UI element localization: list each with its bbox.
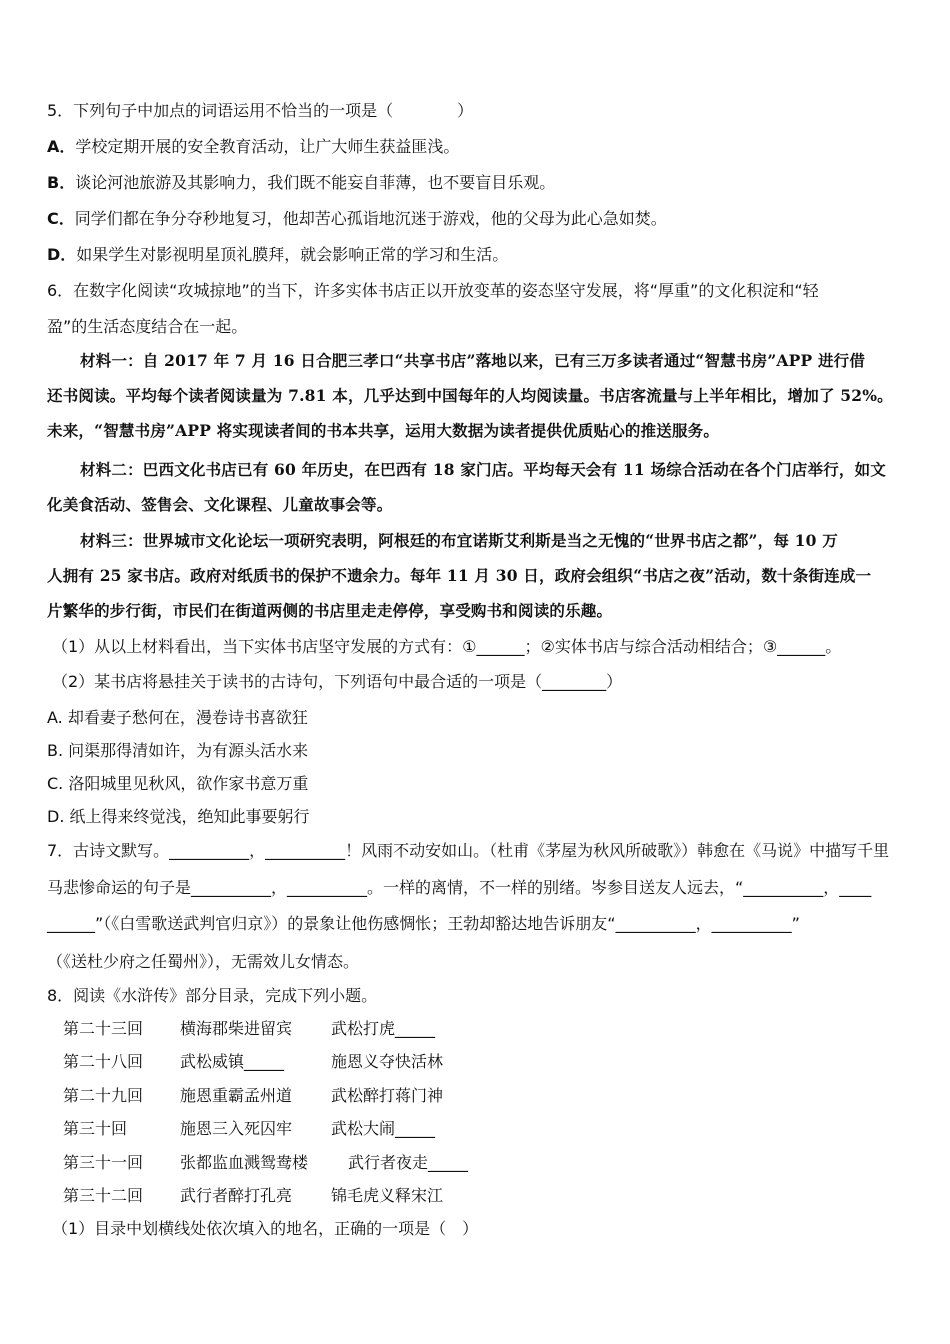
chapter-number: 第二十九回 xyxy=(63,1086,144,1105)
chapter-number: 第三十二回 xyxy=(63,1186,144,1205)
chapter-title-b: 锦毛虎义释宋江 xyxy=(331,1186,444,1205)
q5-option-c xyxy=(47,209,667,229)
q5-stem: 5．下列句子中加点的词语运用不恰当的一项是（ ） xyxy=(47,101,474,120)
q6-stem-line2: 盈”的生活态度结合在一起。 xyxy=(47,317,248,336)
option-text: 如果学生对影视明星顶礼膜拜，就会影响正常的学习和生活。 xyxy=(76,245,509,264)
q7-line1: 7．古诗文默写。__________，__________！风雨不动安如山。（杜甫《茅屋为秋风所破歌》）韩愈在《马说》中描写千里 xyxy=(47,841,890,860)
q8-stem: 8．阅读《水浒传》部分目录，完成下列小题。 xyxy=(47,986,378,1005)
chapter-title-a: 横海郡柴进留宾 xyxy=(180,1019,293,1038)
q6-subquestion-1: （1）从以上材料看出，当下实体书店坚守发展的方式有：①______；②实体书店与综合活动相结合；③______。 xyxy=(52,637,842,656)
q6-material-1-line1: 材料一：自 2017 年 7 月 16 日合肥三孝口“共享书店”落地以来，已有三万多读者通过“智慧书房”APP 进行借 xyxy=(80,351,866,370)
q7-line4: （《送杜少府之任蜀州》），无需效儿女情态。 xyxy=(47,952,360,971)
q6-material-3-line2: 人拥有 25 家书店。政府对纸质书的保护不遗余力。每年 11 月 30 日，政府会组织“书店之夜”活动，数十条街连成一 xyxy=(47,566,872,585)
chapter-title-b: 武行者夜走_____ xyxy=(348,1153,469,1172)
q5-option-d xyxy=(47,245,508,265)
q6-option-c: C. 洛阳城里见秋风，欲作家书意万重 xyxy=(47,774,309,793)
chapter-title-a: 武行者醉打孔亮 xyxy=(180,1186,293,1205)
q8-subquestion-1: （1）目录中划横线处依次填入的地名，正确的一项是（ ） xyxy=(52,1219,479,1238)
option-letter: B． xyxy=(47,173,76,192)
chapter-number: 第三十一回 xyxy=(63,1153,144,1172)
q6-material-1-line3: 未来，“智慧书房”APP 将实现读者间的书本共享，运用大数据为读者提供优质贴心的推送服务。 xyxy=(47,421,720,440)
q6-option-a: A. 却看妻子愁何在，漫卷诗书喜欲狂 xyxy=(47,708,308,727)
chapter-title-b: 武松大闹_____ xyxy=(331,1119,436,1138)
q6-material-3-line1: 材料三：世界城市文化论坛一项研究表明，阿根廷的布宜诺斯艾利斯是当之无愧的“世界书店之都”，每 10 万 xyxy=(80,531,838,550)
option-text: 同学们都在争分夺秒地复习，他却苦心孤诣地沉迷于游戏，他的父母为此心急如焚。 xyxy=(74,209,667,228)
q6-option-d: D. 纸上得来终觉浅，绝知此事要躬行 xyxy=(47,807,310,826)
option-letter: A． xyxy=(47,137,76,156)
option-letter: D． xyxy=(47,245,77,264)
q7-line2: 马悲惨命运的句子是__________，__________。一样的离情，不一样的别绪。岑参目送友人远去，“__________，____ xyxy=(47,878,872,897)
q7-line3: ______”（《白雪歌送武判官归京》）的景象让他伤感惆怅；王勃却豁达地告诉朋友“__________，__________” xyxy=(47,914,800,933)
q6-material-3-line3: 片繁华的步行街，市民们在街道两侧的书店里走走停停，享受购书和阅读的乐趣。 xyxy=(47,601,613,620)
option-text: 谈论河池旅游及其影响力，我们既不能妄自菲薄，也不要盲目乐观。 xyxy=(75,173,556,192)
chapter-title-a: 施恩三入死囚牢 xyxy=(180,1119,293,1138)
chapter-title-a: 施恩重霸孟州道 xyxy=(180,1086,293,1105)
chapter-title-a: 张都监血溅鸳鸯楼 xyxy=(180,1153,309,1172)
q5-option-b xyxy=(47,173,555,193)
chapter-title-a: 武松威镇_____ xyxy=(180,1052,285,1071)
chapter-number: 第二十八回 xyxy=(63,1052,144,1071)
chapter-title-b: 武松醉打蒋门神 xyxy=(331,1086,444,1105)
q6-material-2-line1: 材料二：巴西文化书店已有 60 年历史，在巴西有 18 家门店。平均每天会有 11 场综合活动在各个门店举行，如文 xyxy=(80,460,886,479)
q5-option-a xyxy=(47,137,459,157)
chapter-number: 第二十三回 xyxy=(63,1019,144,1038)
option-letter: C． xyxy=(47,209,75,228)
q6-material-1-line2: 还书阅读。平均每个读者阅读量为 7.81 本，几乎达到中国每年的人均阅读量。书店客流量与上半年相比，增加了 52%。 xyxy=(47,386,893,405)
q6-material-2-line2: 化美食活动、签售会、文化课程、儿童故事会等。 xyxy=(47,495,393,514)
chapter-title-b: 武松打虎_____ xyxy=(331,1019,436,1038)
q6-stem-line1: 6．在数字化阅读“攻城掠地”的当下，许多实体书店正以开放变革的姿态坚守发展，将“厚重”的文化积淀和“轻 xyxy=(47,281,819,300)
q6-subquestion-2: （2）某书店将悬挂关于读书的古诗句，下列语句中最合适的一项是（________） xyxy=(52,672,623,691)
q6-option-b: B. 问渠那得清如许，为有源头活水来 xyxy=(47,741,309,760)
chapter-title-b: 施恩义夺快活林 xyxy=(331,1052,444,1071)
chapter-number: 第三十回 xyxy=(63,1119,128,1138)
option-text: 学校定期开展的安全教育活动，让广大师生获益匪浅。 xyxy=(75,137,460,156)
